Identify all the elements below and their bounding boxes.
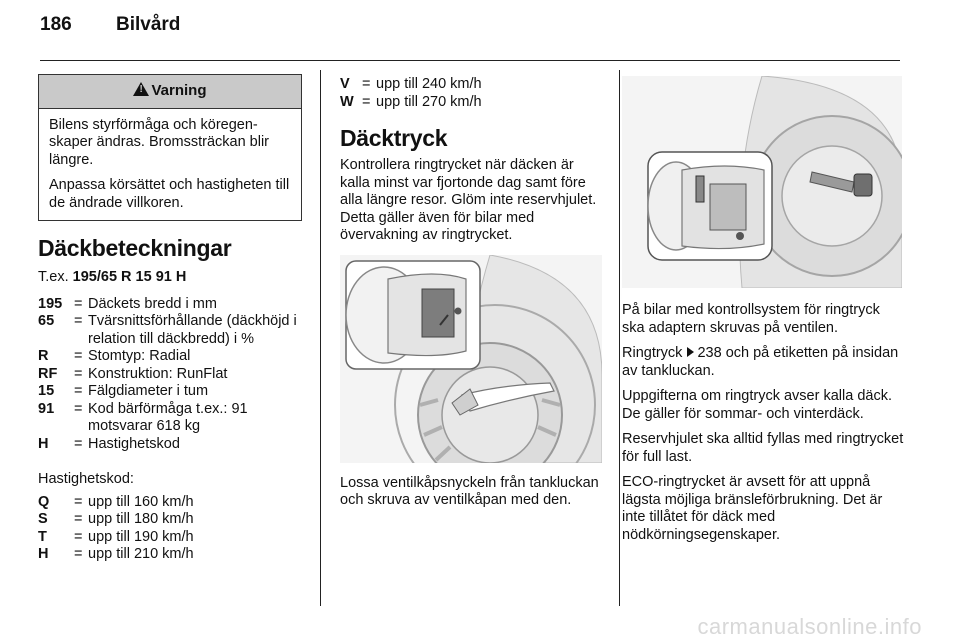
definition-value: upp till 270 km/h (376, 93, 482, 110)
equals-sign: = (74, 383, 83, 399)
tire-pressure-heading: Däcktryck (340, 125, 448, 151)
example-code: 195/65 R 15 91 H (72, 269, 187, 285)
speed-code-label: Hastighetskod: (38, 471, 134, 487)
definition-key: W (340, 93, 354, 110)
valve-adapter-illustration (622, 76, 902, 288)
tire-marking-list (38, 296, 302, 454)
paragraph: Uppgifterna om ringtryck avser kalla däck. De gäller för sommar- och vinterdäck. (622, 388, 892, 422)
definition-row (38, 436, 302, 454)
definition-value: upp till 160 km/h (88, 493, 194, 510)
definition-row (38, 529, 302, 547)
definition-key: 195 (38, 295, 63, 312)
column-1 (38, 74, 302, 564)
definition-key: R (38, 348, 49, 364)
definition-row (38, 511, 302, 529)
definition-row (38, 348, 302, 366)
definition-key: H (38, 435, 49, 452)
speed-code-list (38, 494, 302, 564)
definition-value: Fälgdiameter i tum (88, 383, 209, 399)
tire-pressure-intro: Kontrollera ringtrycket när däcken är kalla minst var fjortonde dag samt före alla längre resor. Glöm inte reservhjulet. Detta gäller även för bilar med övervakning av ringtrycket. (340, 157, 597, 243)
pressure-reference-paragraph (622, 345, 904, 380)
example-prefix: T.ex. (38, 269, 69, 285)
definition-value: Konstruktion: RunFlat (88, 365, 228, 382)
definition-value: Hastighetskod (88, 435, 180, 452)
tire-example (38, 269, 302, 287)
equals-sign: = (74, 313, 83, 329)
equals-sign: = (74, 511, 83, 527)
column-divider-1 (320, 70, 321, 606)
definition-key: H (38, 546, 49, 562)
equals-sign: = (74, 493, 83, 510)
equals-sign: = (362, 93, 371, 110)
definition-key: 15 (38, 383, 55, 399)
definition-row (38, 296, 302, 314)
definition-row (38, 494, 302, 512)
definition-key: T (38, 528, 47, 545)
definition-key: RF (38, 365, 58, 382)
warning-title: Varning (151, 82, 207, 99)
definition-row (38, 546, 302, 564)
definition-row (340, 94, 602, 112)
equals-sign: = (74, 295, 83, 312)
equals-sign: = (74, 435, 83, 452)
column-2 (340, 76, 602, 518)
equals-sign: = (362, 76, 371, 92)
tire-markings-heading: Däckbeteckningar (38, 235, 232, 261)
equals-sign: = (74, 365, 83, 382)
ref-text-tail: och på etiketten på insidan av tankluckan. (622, 345, 899, 379)
page-number: 186 (40, 14, 72, 35)
definition-value: upp till 210 km/h (88, 546, 194, 562)
definition-key: V (340, 76, 350, 92)
warning-header (39, 75, 301, 109)
definition-row (38, 366, 302, 384)
illustration-caption: Lossa ventilkåpsnyckeln från tankluckan och skruva av ventilkåpan med den. (340, 474, 599, 508)
ref-text: Ringtryck (622, 345, 683, 361)
definition-value: Tvärsnittsförhållande (däckhöjd i relation till däckbredd) i % (88, 313, 297, 347)
header-rule (40, 60, 900, 61)
valve-cap-wrench-illustration (340, 255, 602, 463)
definition-row (38, 313, 302, 348)
paragraph: På bilar med kontrollsystem för ringtryck ska adaptern skruvas på ventilen. (622, 302, 880, 336)
definition-value: Kod bärförmåga t.ex.: 91 motsvarar 618 kg (88, 400, 248, 434)
definition-key: S (38, 511, 48, 527)
definition-value: upp till 190 km/h (88, 528, 194, 545)
definition-row (340, 76, 602, 94)
definition-key: 65 (38, 313, 55, 329)
speed-code-list-continued (340, 76, 602, 111)
paragraph: Reservhjulet ska alltid fyllas med ringtrycket för full last. (622, 431, 904, 465)
equals-sign: = (74, 546, 83, 562)
warning-paragraph: Anpassa körsättet och hastigheten till de ändrade villkoren. (49, 177, 290, 211)
page-reference[interactable]: 238 (697, 345, 722, 361)
equals-sign: = (74, 528, 83, 545)
equals-sign: = (74, 348, 83, 364)
equals-sign: = (74, 400, 83, 417)
column-3 (622, 76, 904, 552)
paragraph: ECO-ringtrycket är avsett för att uppnå lägsta möjliga bränsleförbrukning. Det är inte tillåtet för däck med nödkörningsegenskaper. (622, 474, 883, 543)
watermark: carmanualsonline.info (697, 614, 922, 639)
definition-row (38, 383, 302, 401)
warning-paragraph: Bilens styrförmåga och köregenskaper ändras. Bromssträckan blir längre. (49, 116, 269, 168)
definition-value: upp till 180 km/h (88, 511, 194, 527)
definition-key: Q (38, 493, 50, 510)
definition-key: 91 (38, 400, 55, 417)
definition-value: Däckets bredd i mm (88, 295, 217, 312)
section-title: Bilvård (116, 14, 181, 35)
warning-body (39, 109, 301, 221)
definition-value: upp till 240 km/h (376, 76, 482, 92)
page-header (40, 14, 180, 36)
definition-row (38, 401, 302, 436)
page-reference-arrow-icon (687, 347, 694, 357)
warning-box (38, 74, 302, 221)
warning-triangle-icon (133, 82, 149, 96)
definition-value: Stomtyp: Radial (88, 348, 191, 364)
column-divider-2 (619, 70, 620, 606)
